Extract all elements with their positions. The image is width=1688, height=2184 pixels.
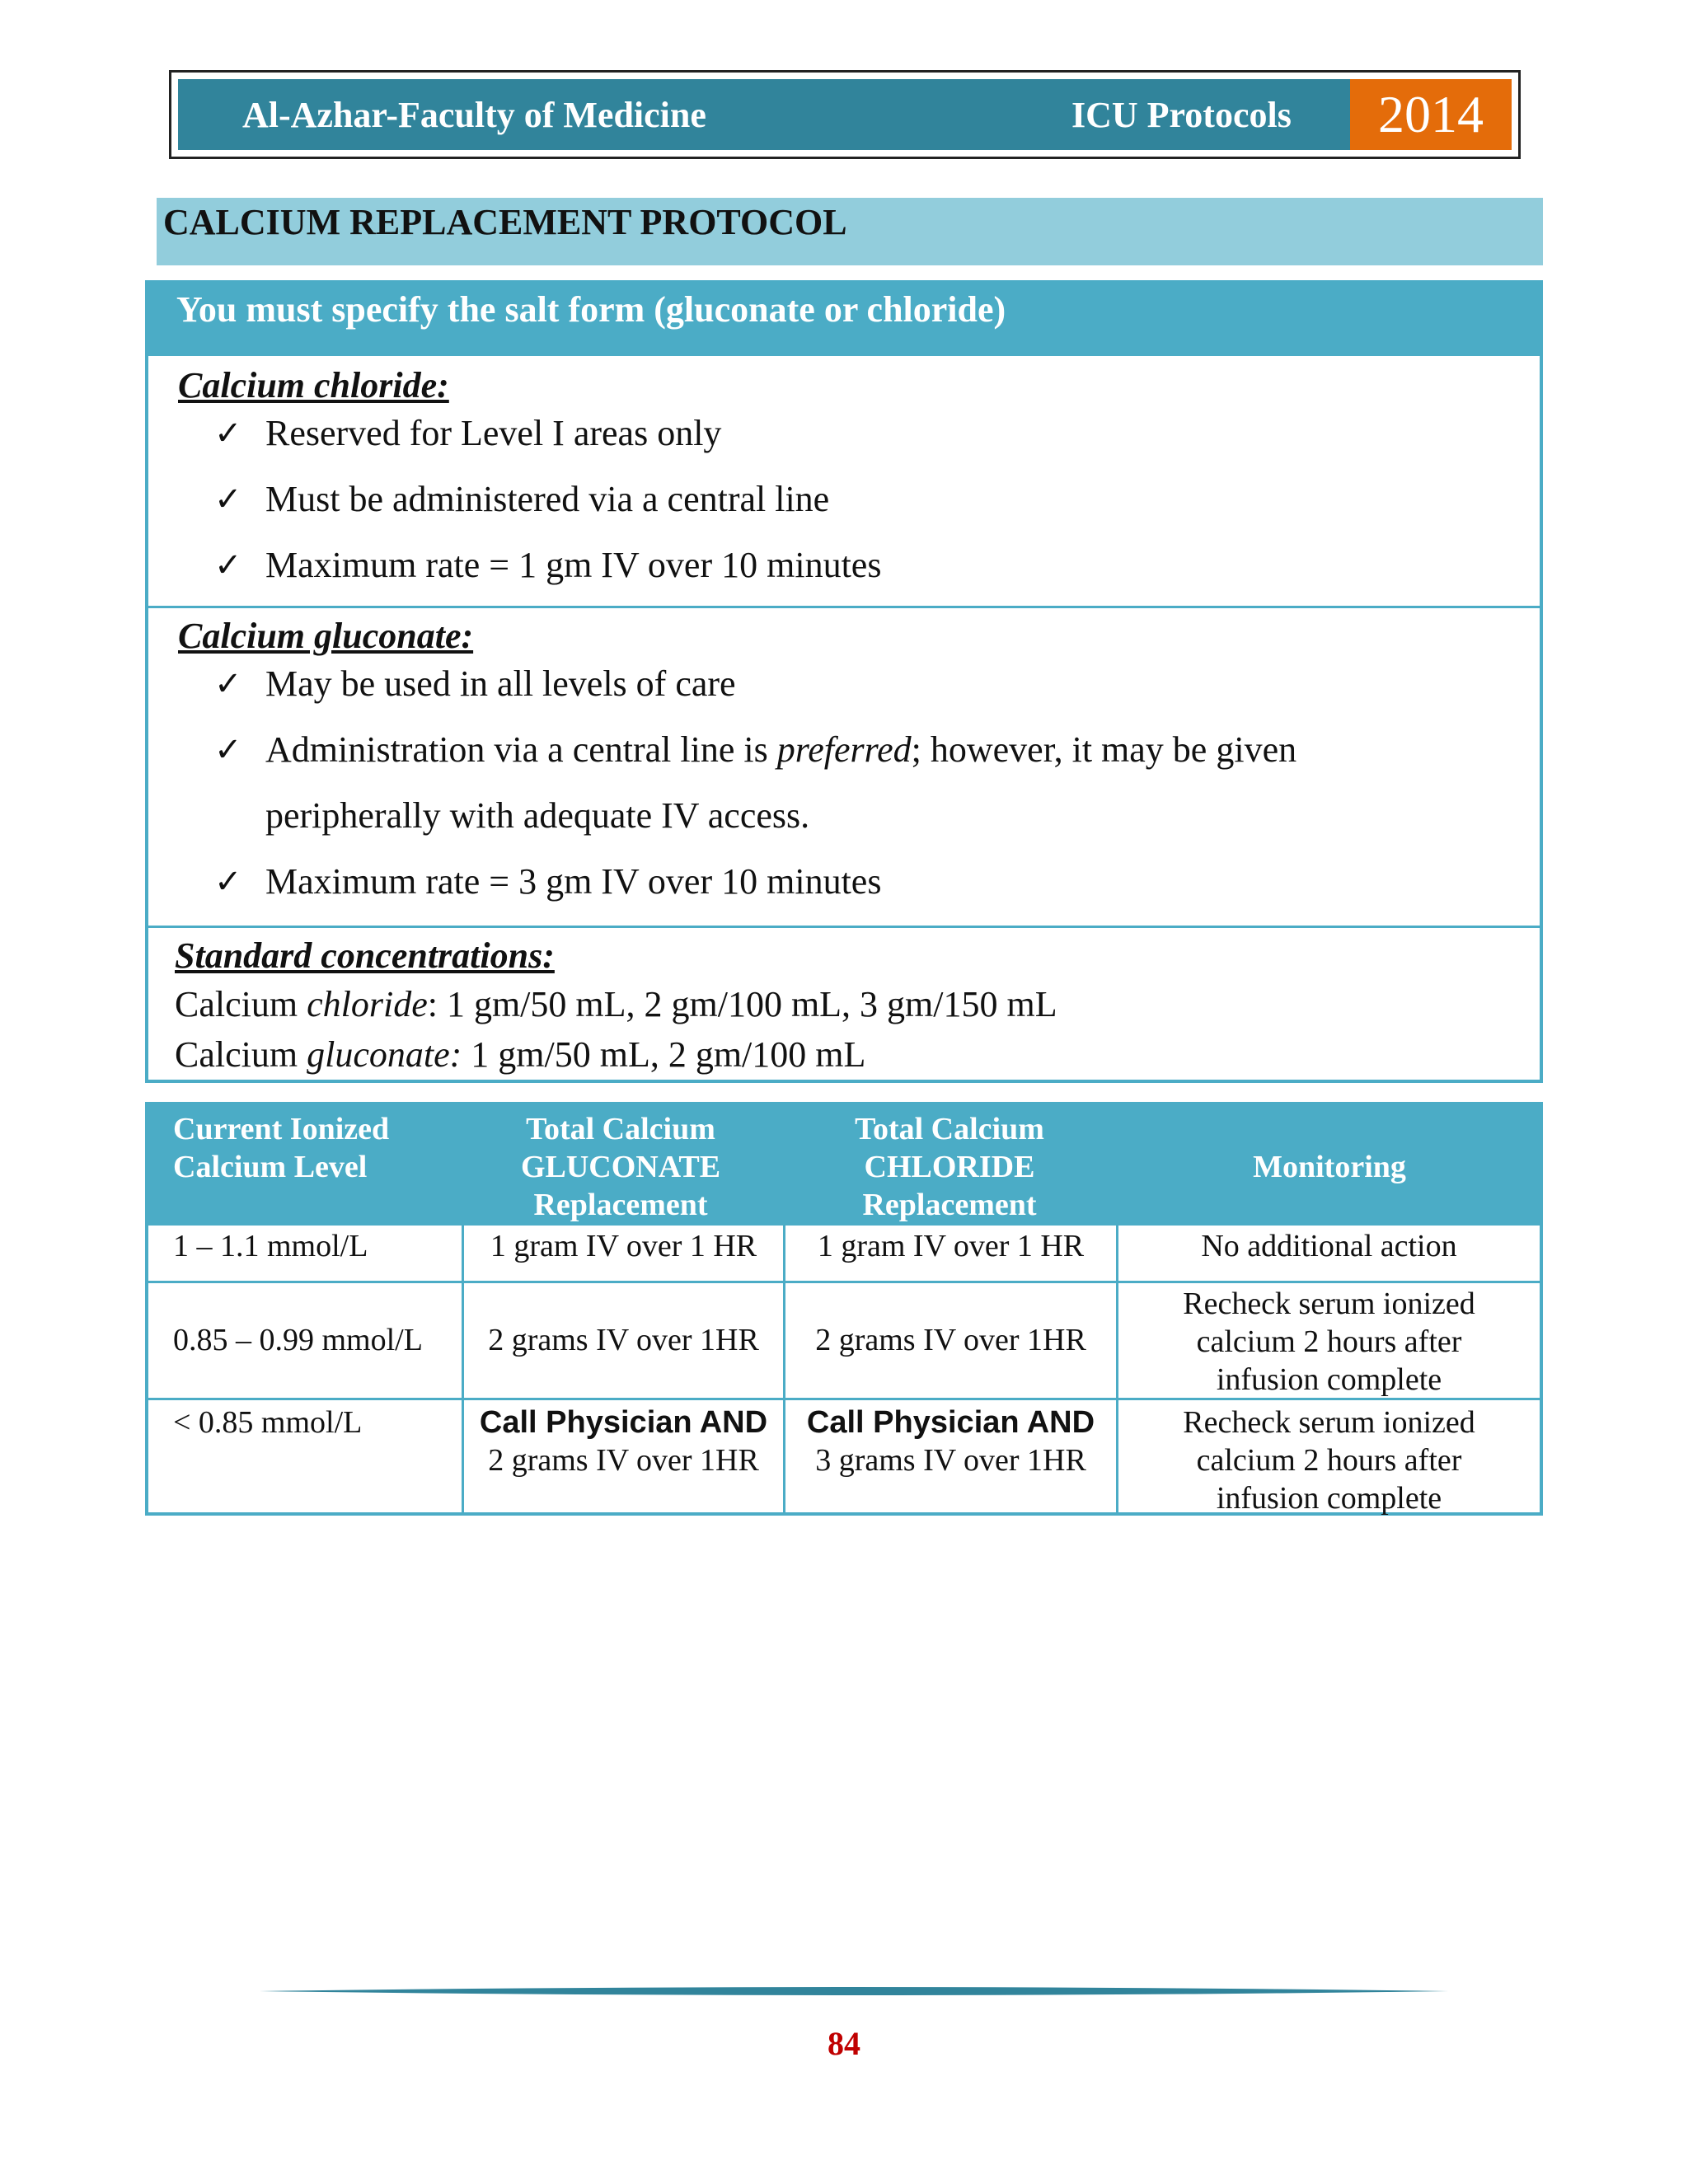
list-item: ✓ May be used in all levels of care xyxy=(178,651,1540,717)
standard-title: Standard concentrations: xyxy=(175,935,555,976)
list-item: ✓ Maximum rate = 3 gm IV over 10 minutes xyxy=(178,849,1540,915)
faculty-name: Al-Azhar-Faculty of Medicine xyxy=(242,94,706,135)
list-item: ✓ Must be administered via a central line xyxy=(178,466,1540,532)
page-number: 84 xyxy=(828,2025,860,2062)
gluconate-concentrations: Calcium gluconate: 1 gm/50 mL, 2 gm/100 mL xyxy=(175,1034,866,1075)
chloride-concentrations: Calcium chloride: 1 gm/50 mL, 2 gm/100 mL, 3 gm/150 mL xyxy=(175,984,1057,1024)
list-item: ✓ Administration via a central line is preferred; however, it may be given peripherally with adequate IV access. xyxy=(178,717,1540,849)
standard-concentrations xyxy=(148,928,1540,1080)
header-chloride: Total Calcium CHLORIDE Replacement xyxy=(855,1112,1044,1222)
checkmark-icon: ✓ xyxy=(214,480,242,518)
book-title: ICU Protocols xyxy=(1071,94,1292,135)
chloride-title: Calcium chloride: xyxy=(178,365,449,405)
list-item: ✓ Reserved for Level I areas only xyxy=(178,401,1540,466)
header-level: Current Ionized Calcium Level xyxy=(173,1112,390,1184)
gluconate-title: Calcium gluconate: xyxy=(178,616,474,656)
year-badge: 2014 xyxy=(1350,79,1512,150)
checkmark-icon: ✓ xyxy=(214,415,242,452)
chloride-section xyxy=(148,356,1540,608)
checkmark-icon: ✓ xyxy=(214,863,242,901)
header-gluconate: Total Calcium GLUCONATE Replacement xyxy=(520,1112,721,1222)
checkmark-icon: ✓ xyxy=(214,546,242,584)
section-title: CALCIUM REPLACEMENT PROTOCOL xyxy=(157,198,1543,265)
table-header xyxy=(148,1105,1540,1226)
footer-divider xyxy=(260,1985,1448,1998)
header-bar xyxy=(178,79,1512,150)
list-item: ✓ Maximum rate = 1 gm IV over 10 minutes xyxy=(178,532,1540,598)
gluconate-section xyxy=(148,608,1540,928)
header-banner xyxy=(169,70,1521,159)
table-row: 1 – 1.1 mmol/L 1 gram IV over 1 HR 1 gram IV over 1 HR No additional action xyxy=(148,1226,1540,1283)
table-row: < 0.85 mmol/L Call Physician AND 2 grams IV over 1HR Call Physician AND 3 grams IV over 1HR Recheck serum ionized calcium 2 hours after infusion complete xyxy=(173,1405,1475,1516)
salt-form-heading: You must specify the salt form (gluconate or chloride) xyxy=(148,284,1540,356)
checkmark-icon: ✓ xyxy=(214,731,242,769)
dosing-table xyxy=(145,1102,1543,1516)
table-row: 0.85 – 0.99 mmol/L 2 grams IV over 1HR 2 grams IV over 1HR Recheck serum ionized calcium 2 hours after infusion complete xyxy=(148,1283,1540,1400)
checkmark-icon: ✓ xyxy=(214,665,242,703)
salt-form-box xyxy=(145,280,1543,1083)
header-monitoring: Monitoring xyxy=(1253,1150,1406,1184)
